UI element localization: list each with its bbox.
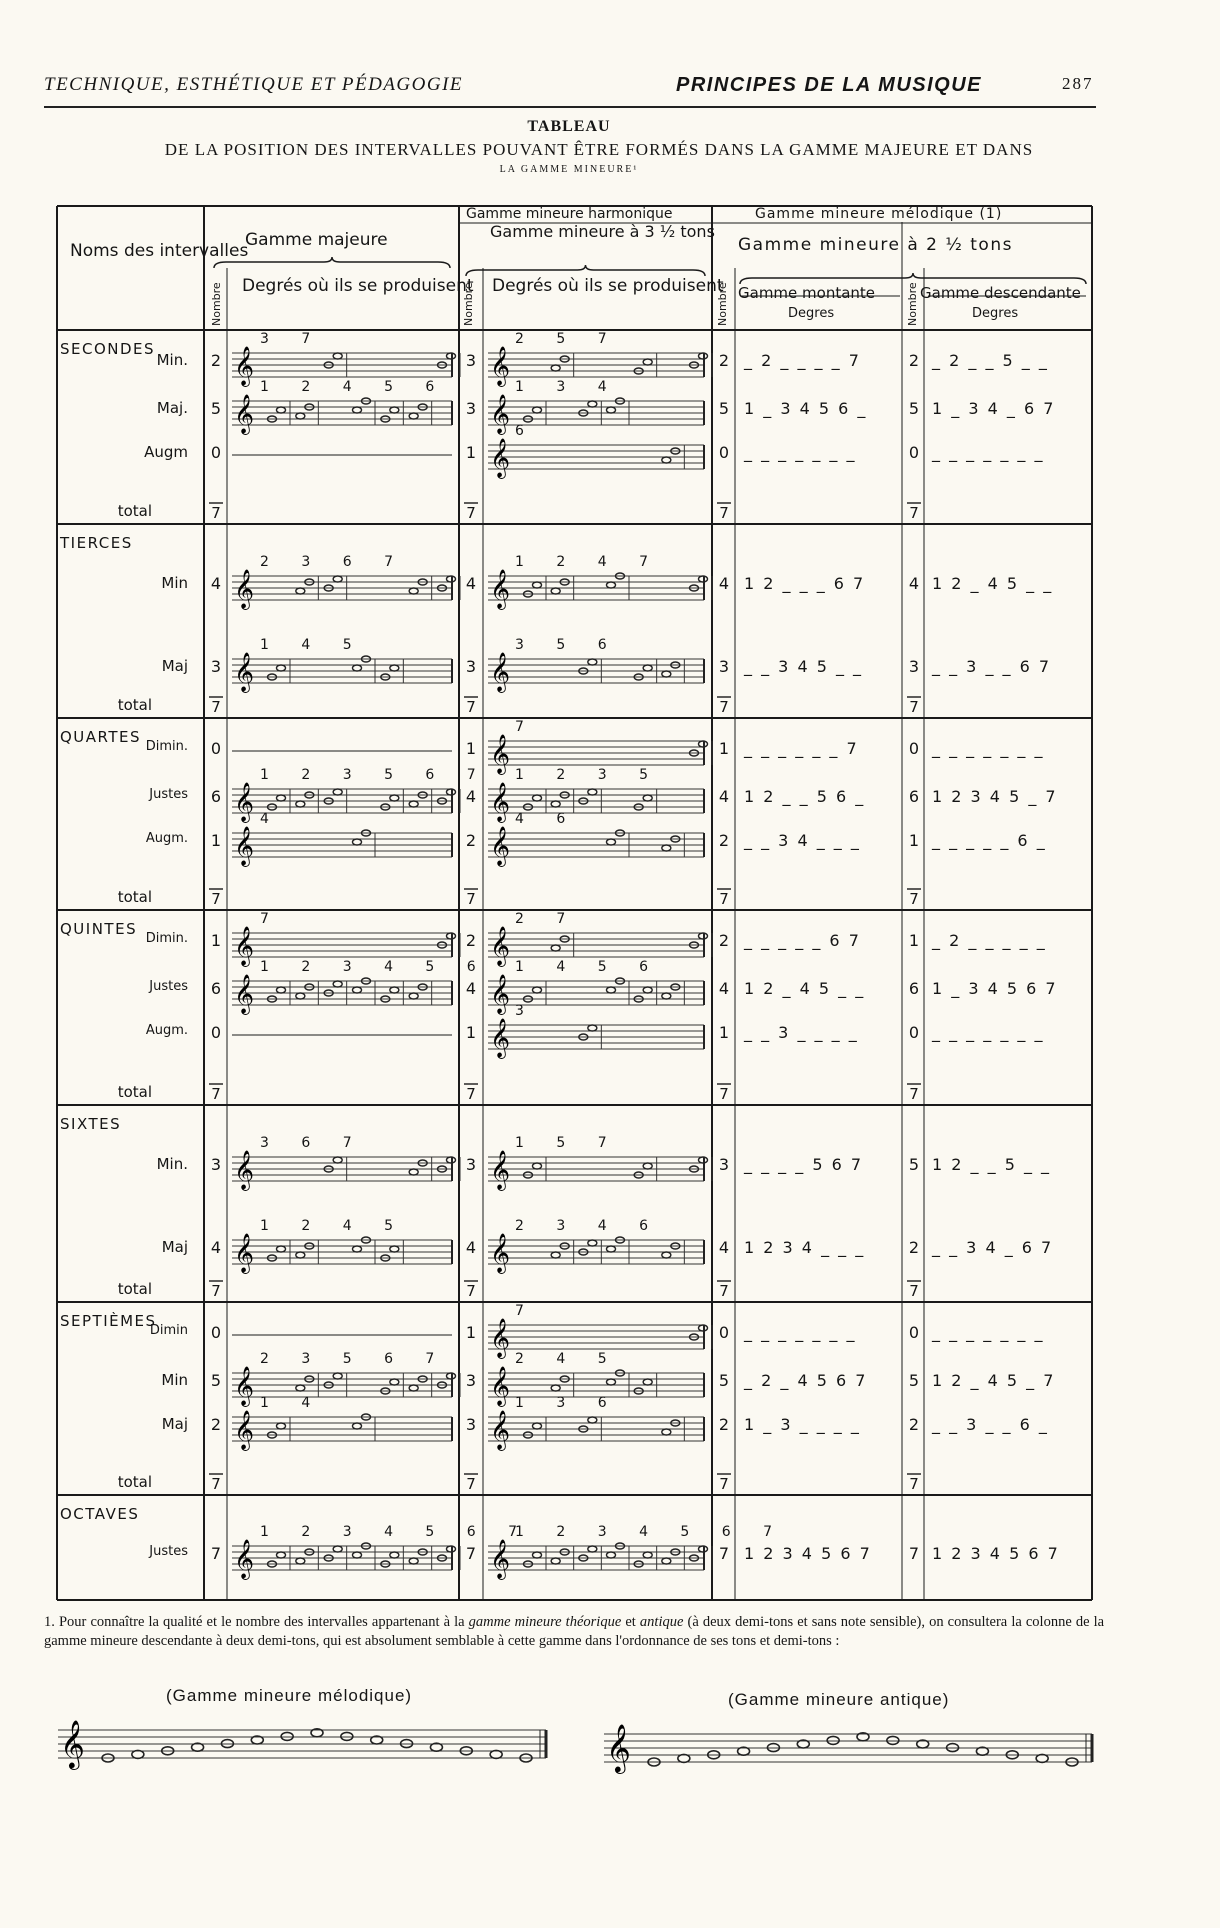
total-label-4: total <box>117 1280 152 1298</box>
svg-text:𝄞: 𝄞 <box>490 734 511 774</box>
harm-count-3-2: 1 <box>465 1023 477 1042</box>
total-mont-4: 7 <box>719 1282 729 1300</box>
row-label-6-0: Justes <box>149 1544 188 1559</box>
row-label-1-1: Maj <box>161 657 188 675</box>
desc-count-5-1: 5 <box>908 1371 920 1390</box>
svg-text:𝄞: 𝄞 <box>490 1410 511 1450</box>
harm-count-0-2: 1 <box>465 443 477 462</box>
desc-count-3-0: 1 <box>908 931 920 950</box>
svg-text:𝄞: 𝄞 <box>490 652 511 692</box>
harm-count-1-0: 4 <box>465 574 477 593</box>
desc-count-4-0: 5 <box>908 1155 920 1174</box>
maj-count-1-1: 3 <box>210 657 222 676</box>
mont-count-5-1: 5 <box>718 1371 730 1390</box>
total-label-3: total <box>117 1083 152 1101</box>
header-majeure: Gamme majeure <box>245 230 388 250</box>
harm-count-5-2: 3 <box>465 1415 477 1434</box>
mont-degrees-0-2: _ _ _ _ _ _ _ <box>744 443 857 462</box>
total-maj-2: 7 <box>211 890 221 908</box>
total-harm-0: 7 <box>466 504 476 522</box>
row-label-2-1: Justes <box>149 787 188 802</box>
maj-degree-numbers-3-0: 7 <box>260 911 283 927</box>
total-mont-0: 7 <box>719 504 729 522</box>
desc-count-2-2: 1 <box>908 831 920 850</box>
total-desc-2: 7 <box>909 890 919 908</box>
desc-count-3-1: 6 <box>908 979 920 998</box>
total-harm-4: 7 <box>466 1282 476 1300</box>
svg-text:𝄞: 𝄞 <box>490 1233 511 1273</box>
total-label-0: total <box>117 502 152 520</box>
total-maj-4: 7 <box>211 1282 221 1300</box>
maj-count-6-0: 7 <box>210 1544 222 1563</box>
desc-degrees-5-1: 1 2 _ 4 5 _ 7 <box>932 1371 1056 1390</box>
mont-degrees-3-1: 1 2 _ 4 5 _ _ <box>744 979 866 998</box>
maj-degree-numbers-0-1: 1 2 4 5 6 <box>260 379 449 395</box>
header-degres-descendante: Degres <box>972 306 1019 321</box>
desc-degrees-1-1: _ _ 3 _ _ 6 7 <box>932 657 1052 676</box>
mont-degrees-6-0: 1 2 3 4 5 6 7 <box>744 1544 872 1563</box>
section-name-6: OCTAVES <box>60 1505 140 1523</box>
desc-degrees-4-0: 1 2 _ _ 5 _ _ <box>932 1155 1052 1174</box>
running-header-right: PRINCIPES DE LA MUSIQUE <box>676 74 983 96</box>
svg-text:𝄞: 𝄞 <box>490 346 511 386</box>
harm-degree-numbers-3-1: 1 4 5 6 <box>515 959 662 975</box>
svg-text:𝄞: 𝄞 <box>234 569 255 609</box>
header-descendante: Gamme descendante <box>920 284 1081 302</box>
harm-degree-numbers-0-1: 1 3 4 <box>515 379 621 395</box>
total-label-5: total <box>117 1473 152 1491</box>
svg-text:𝄞: 𝄞 <box>490 1366 511 1406</box>
row-label-5-1: Min <box>161 1371 188 1389</box>
desc-count-6-0: 7 <box>908 1544 920 1563</box>
desc-degrees-5-2: _ _ 3 _ _ 6 _ <box>932 1415 1049 1434</box>
table-title: TABLEAU <box>527 118 611 135</box>
desc-count-5-0: 0 <box>908 1323 920 1342</box>
harm-degree-numbers-5-1: 2 4 5 <box>515 1351 621 1367</box>
mont-count-1-1: 3 <box>718 657 730 676</box>
total-harm-2: 7 <box>466 890 476 908</box>
desc-degrees-3-2: _ _ _ _ _ _ _ <box>932 1023 1045 1042</box>
mont-count-3-1: 4 <box>718 979 730 998</box>
desc-degrees-0-1: 1 _ 3 4 _ 6 7 <box>932 399 1056 418</box>
row-label-5-2: Maj <box>161 1415 188 1433</box>
header-montante: Gamme montante <box>738 284 876 302</box>
nombre-header-2: Nombre <box>716 282 729 326</box>
total-mont-3: 7 <box>719 1085 729 1103</box>
harm-degree-numbers-0-0: 2 5 7 <box>515 331 621 347</box>
total-desc-1: 7 <box>909 698 919 716</box>
desc-degrees-1-0: 1 2 _ 4 5 _ _ <box>932 574 1054 593</box>
svg-text:𝄞: 𝄞 <box>234 782 255 822</box>
header-harmonique: Gamme mineure harmonique <box>466 206 673 222</box>
total-harm-1: 7 <box>466 698 476 716</box>
desc-count-0-2: 0 <box>908 443 920 462</box>
total-mont-1: 7 <box>719 698 729 716</box>
harm-degree-numbers-1-1: 3 5 6 <box>515 637 621 653</box>
desc-degrees-0-2: _ _ _ _ _ _ _ <box>932 443 1045 462</box>
svg-text:𝄞: 𝄞 <box>606 1723 631 1772</box>
mont-degrees-4-0: _ _ _ _ 5 6 7 <box>744 1155 864 1174</box>
harm-degree-numbers-5-2: 1 3 6 <box>515 1395 621 1411</box>
total-mont-2: 7 <box>719 890 729 908</box>
mont-count-3-0: 2 <box>718 931 730 950</box>
total-mont-5: 7 <box>719 1475 729 1493</box>
section-name-1: TIERCES <box>60 534 133 552</box>
row-label-3-2: Augm. <box>145 1023 188 1038</box>
mont-degrees-0-1: 1 _ 3 4 5 6 _ <box>744 399 868 418</box>
harm-count-4-1: 4 <box>465 1238 477 1257</box>
desc-count-1-1: 3 <box>908 657 920 676</box>
maj-degree-numbers-1-0: 2 3 6 7 <box>260 554 407 570</box>
harm-count-2-1: 4 <box>465 787 477 806</box>
harm-count-2-2: 2 <box>465 831 477 850</box>
section-name-4: SIXTES <box>60 1115 122 1133</box>
desc-count-1-0: 4 <box>908 574 920 593</box>
svg-text:𝄞: 𝄞 <box>234 926 255 966</box>
svg-text:𝄞: 𝄞 <box>234 1233 255 1273</box>
desc-count-5-2: 2 <box>908 1415 920 1434</box>
mont-count-5-0: 0 <box>718 1323 730 1342</box>
total-maj-5: 7 <box>211 1475 221 1493</box>
row-label-4-1: Maj <box>161 1238 188 1256</box>
harm-count-4-0: 3 <box>465 1155 477 1174</box>
desc-degrees-2-0: _ _ _ _ _ _ _ <box>932 739 1045 758</box>
harm-degree-numbers-0-2: 6 <box>515 423 538 439</box>
harm-count-0-0: 3 <box>465 351 477 370</box>
harm-degree-numbers-1-0: 1 2 4 7 <box>515 554 662 570</box>
mont-degrees-5-1: _ 2 _ 4 5 6 7 <box>744 1371 868 1390</box>
mont-degrees-4-1: 1 2 3 4 _ _ _ <box>744 1238 866 1257</box>
total-harm-5: 7 <box>466 1475 476 1493</box>
svg-text:𝄞: 𝄞 <box>234 826 255 866</box>
row-label-0-1: Maj. <box>156 399 188 417</box>
mont-count-4-1: 4 <box>718 1238 730 1257</box>
mont-count-0-0: 2 <box>718 351 730 370</box>
desc-count-2-1: 6 <box>908 787 920 806</box>
maj-degree-numbers-4-1: 1 2 4 5 <box>260 1218 407 1234</box>
maj-count-2-2: 1 <box>210 831 222 850</box>
harm-count-0-1: 3 <box>465 399 477 418</box>
nombre-header-1: Nombre <box>462 282 475 326</box>
svg-text:𝄞: 𝄞 <box>234 1150 255 1190</box>
mont-degrees-2-1: 1 2 _ _ 5 6 _ <box>744 787 866 806</box>
desc-degrees-4-1: _ _ 3 4 _ 6 7 <box>932 1238 1054 1257</box>
mont-count-5-2: 2 <box>718 1415 730 1434</box>
desc-degrees-2-1: 1 2 3 4 5 _ 7 <box>932 787 1058 806</box>
total-maj-0: 7 <box>211 504 221 522</box>
harm-count-3-1: 4 <box>465 979 477 998</box>
svg-text:𝄞: 𝄞 <box>490 826 511 866</box>
section-name-3: QUINTES <box>60 920 138 938</box>
mont-count-4-0: 3 <box>718 1155 730 1174</box>
footnote-text-c: (à deux demi-tons et sans note sensible), on consultera la colonne de la gamme mineure descendante à deux demi-tons, qui est absolument semblable à cette gamme dans l'ordonnance de ses tons et demi-tons : <box>44 1614 1105 1649</box>
harm-count-5-0: 1 <box>465 1323 477 1342</box>
mont-degrees-2-0: _ _ _ _ _ _ 7 <box>744 739 859 758</box>
row-label-3-0: Dimin. <box>145 931 188 946</box>
maj-degree-numbers-4-0: 3 6 7 <box>260 1135 366 1151</box>
harm-degree-numbers-2-2: 4 6 <box>515 811 580 827</box>
desc-count-3-2: 0 <box>908 1023 920 1042</box>
desc-degrees-5-0: _ _ _ _ _ _ _ <box>932 1323 1045 1342</box>
desc-count-2-0: 0 <box>908 739 920 758</box>
running-header-left: TECHNIQUE, ESTHÉTIQUE ET PÉDAGOGIE <box>44 74 464 95</box>
harm-degree-numbers-3-2: 3 <box>515 1003 538 1019</box>
svg-text:𝄞: 𝄞 <box>234 652 255 692</box>
row-label-5-0: Dimin <box>149 1323 188 1338</box>
harm-degree-numbers-4-1: 2 3 4 6 <box>515 1218 662 1234</box>
mont-count-1-0: 4 <box>718 574 730 593</box>
mont-degrees-3-2: _ _ 3 _ _ _ _ <box>744 1023 859 1042</box>
maj-count-0-1: 5 <box>210 399 222 418</box>
harm-count-6-0: 7 <box>465 1544 477 1563</box>
svg-text:𝄞: 𝄞 <box>490 1539 511 1579</box>
svg-text:𝄞: 𝄞 <box>234 1539 255 1579</box>
maj-count-1-0: 4 <box>210 574 222 593</box>
row-label-0-0: Min. <box>156 351 188 369</box>
header-degres-harmonique: Degrés où ils se produisent <box>492 276 724 296</box>
harm-count-2-0: 1 <box>465 739 477 758</box>
svg-text:𝄞: 𝄞 <box>234 394 255 434</box>
maj-count-5-2: 2 <box>210 1415 222 1434</box>
harm-degree-numbers-3-0: 2 7 <box>515 911 580 927</box>
total-harm-3: 7 <box>466 1085 476 1103</box>
maj-count-0-0: 2 <box>210 351 222 370</box>
maj-count-5-0: 0 <box>210 1323 222 1342</box>
mont-degrees-2-2: _ _ 3 4 _ _ _ <box>744 831 861 850</box>
harm-count-5-1: 3 <box>465 1371 477 1390</box>
section-name-5: SEPTIÈMES <box>60 1312 157 1330</box>
table-subtitle: DE LA POSITION DES INTERVALLES POUVANT ÊTRE FORMÉS DANS LA GAMME MAJEURE ET DANS <box>164 140 1034 159</box>
header-noms: Noms des intervalles <box>70 241 249 261</box>
maj-degree-numbers-0-0: 3 7 <box>260 331 325 347</box>
svg-text:𝄞: 𝄞 <box>490 569 511 609</box>
mont-degrees-1-1: _ _ 3 4 5 _ _ <box>744 657 864 676</box>
svg-text:𝄞: 𝄞 <box>490 394 511 434</box>
footnote-text-a: Pour connaître la qualité et le nombre des intervalles appartenant à la <box>58 1614 465 1630</box>
mont-count-2-0: 1 <box>718 739 730 758</box>
maj-degree-numbers-3-1: 1 2 3 4 5 6 <box>260 959 490 975</box>
total-label-2: total <box>117 888 152 906</box>
desc-degrees-3-1: 1 _ 3 4 5 6 7 <box>932 979 1058 998</box>
desc-count-0-0: 2 <box>908 351 920 370</box>
maj-count-4-1: 4 <box>210 1238 222 1257</box>
mont-degrees-1-0: 1 2 _ _ _ 6 7 <box>744 574 866 593</box>
svg-text:𝄞: 𝄞 <box>490 926 511 966</box>
mont-degrees-3-0: _ _ _ _ _ 6 7 <box>744 931 861 950</box>
total-maj-1: 7 <box>211 698 221 716</box>
row-label-1-0: Min <box>161 574 188 592</box>
desc-count-0-1: 5 <box>908 399 920 418</box>
header-degres-montante: Degres <box>788 306 835 321</box>
total-maj-3: 7 <box>211 1085 221 1103</box>
maj-degree-numbers-1-1: 1 4 5 <box>260 637 366 653</box>
row-label-3-1: Justes <box>149 979 188 994</box>
footnote-emphasis-1: gamme mineure théorique <box>468 1614 622 1630</box>
footnote-text-b: et <box>625 1614 636 1630</box>
header-melodique-sub: Gamme mineure à 2 ½ tons <box>738 235 1013 255</box>
svg-text:𝄞: 𝄞 <box>490 974 511 1014</box>
mont-count-2-2: 2 <box>718 831 730 850</box>
desc-degrees-3-0: _ 2 _ _ _ _ _ <box>932 931 1047 950</box>
header-degres-majeure: Degrés où ils se produisent <box>242 276 474 296</box>
svg-text:𝄞: 𝄞 <box>490 1150 511 1190</box>
svg-text:𝄞: 𝄞 <box>60 1719 85 1768</box>
svg-text:𝄞: 𝄞 <box>490 438 511 478</box>
svg-text:𝄞: 𝄞 <box>234 974 255 1014</box>
maj-count-3-0: 1 <box>210 931 222 950</box>
footnote-emphasis-2: antique <box>639 1614 684 1630</box>
mont-count-0-2: 0 <box>718 443 730 462</box>
maj-count-0-2: 0 <box>210 443 222 462</box>
desc-degrees-6-0: 1 2 3 4 5 6 7 <box>932 1544 1060 1563</box>
maj-count-3-2: 0 <box>210 1023 222 1042</box>
mont-count-6-0: 7 <box>718 1544 730 1563</box>
maj-degree-numbers-2-2: 4 <box>260 811 283 827</box>
svg-text:𝄞: 𝄞 <box>234 346 255 386</box>
maj-degree-numbers-5-1: 2 3 5 6 7 <box>260 1351 449 1367</box>
mont-count-0-1: 5 <box>718 399 730 418</box>
mont-degrees-5-2: 1 _ 3 _ _ _ _ <box>744 1415 861 1434</box>
staff-antique <box>604 1723 1092 1774</box>
harm-degree-numbers-4-0: 1 5 7 <box>515 1135 621 1151</box>
caption-melodique: (Gamme mineure mélodique) <box>166 1686 413 1705</box>
section-name-2: QUARTES <box>60 728 142 746</box>
mont-degrees-5-0: _ _ _ _ _ _ _ <box>744 1323 857 1342</box>
maj-degree-numbers-6-0: 1 2 3 4 5 6 7 <box>260 1524 532 1540</box>
row-label-0-2: Augm <box>144 443 188 461</box>
mont-count-3-2: 1 <box>718 1023 730 1042</box>
staff-melodique <box>58 1719 546 1770</box>
svg-text:𝄞: 𝄞 <box>234 1366 255 1406</box>
svg-text:𝄞: 𝄞 <box>490 1018 511 1058</box>
svg-text:𝄞: 𝄞 <box>234 1410 255 1450</box>
nombre-header-0: Nombre <box>210 282 223 326</box>
svg-text:𝄞: 𝄞 <box>490 782 511 822</box>
nombre-header-3: Nombre <box>906 282 919 326</box>
total-desc-3: 7 <box>909 1085 919 1103</box>
total-label-1: total <box>117 696 152 714</box>
mont-degrees-0-0: _ 2 _ _ _ _ 7 <box>744 351 861 370</box>
total-desc-4: 7 <box>909 1282 919 1300</box>
maj-degree-numbers-5-2: 1 4 <box>260 1395 325 1411</box>
desc-degrees-0-0: _ 2 _ _ 5 _ _ <box>932 351 1049 370</box>
row-label-4-0: Min. <box>156 1155 188 1173</box>
header-harmonique-sub: Gamme mineure à 3 ½ tons <box>490 222 715 241</box>
harm-degree-numbers-2-1: 1 2 3 5 <box>515 767 662 783</box>
harm-count-3-0: 2 <box>465 931 477 950</box>
row-label-2-0: Dimin. <box>145 739 188 754</box>
desc-count-4-1: 2 <box>908 1238 920 1257</box>
mont-count-2-1: 4 <box>718 787 730 806</box>
svg-text:𝄞: 𝄞 <box>490 1318 511 1358</box>
total-desc-5: 7 <box>909 1475 919 1493</box>
row-label-2-2: Augm. <box>145 831 188 846</box>
harm-degree-numbers-2-0: 7 <box>515 719 538 735</box>
caption-antique: (Gamme mineure antique) <box>728 1690 950 1709</box>
desc-degrees-2-2: _ _ _ _ _ 6 _ <box>932 831 1047 850</box>
section-name-0: SECONDES <box>60 340 156 358</box>
harm-count-1-1: 3 <box>465 657 477 676</box>
maj-count-2-1: 6 <box>210 787 222 806</box>
table-subtitle-2: LA GAMME MINEURE¹ <box>499 164 639 175</box>
maj-degree-numbers-2-1: 1 2 3 5 6 7 <box>260 767 490 783</box>
footnote-mark: 1. <box>44 1614 55 1630</box>
maj-count-2-0: 0 <box>210 739 222 758</box>
header-melodique: Gamme mineure mélodique (1) <box>755 206 1003 222</box>
maj-count-4-0: 3 <box>210 1155 222 1174</box>
harm-degree-numbers-6-0: 1 2 3 4 5 6 7 <box>515 1524 787 1540</box>
harm-degree-numbers-5-0: 7 <box>515 1303 538 1319</box>
maj-count-3-1: 6 <box>210 979 222 998</box>
page-number: 287 <box>1062 74 1094 93</box>
maj-count-5-1: 5 <box>210 1371 222 1390</box>
total-desc-0: 7 <box>909 504 919 522</box>
